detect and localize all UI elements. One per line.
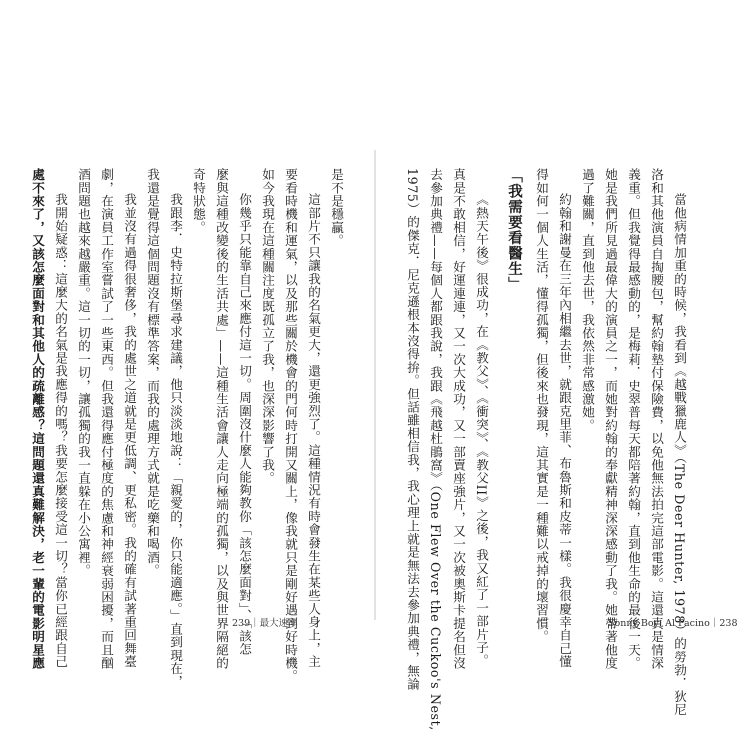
text-column: 我跟李．史特拉斯堡尋求建議，他只淡淡地說：「親愛的，你只能適應。」直到現在， (168, 193, 183, 689)
text-column: 奇特狀態。 (191, 168, 206, 234)
text-column: 如今我現在這種關注度既孤立了我，也深深影響了我。 (260, 168, 275, 485)
page-number-left: 239｜最大速率 (232, 618, 298, 629)
text-column: 麼與這種改變後的生活共處」——這種生活會讓人走向極端的孤獨，以及與世界隔絕的 (214, 168, 229, 670)
text-column: 是不是穩贏。 (329, 168, 344, 248)
text-column: 約翰和謝曼在三年內相繼去世，就跟克里菲、布魯斯和皮蒂一樣。我很慶幸自己懂 (557, 193, 572, 669)
text-column: 過了難關，直到他去世，我依然非常感激她。 (580, 168, 595, 432)
text-column: 真是不敢相信，好運連連，又一次大成功，又一部賣座強片，又一次被奧斯卡提名但沒 (451, 168, 466, 670)
text-column: 我並沒有過得很奢侈，我的處世之道就是更低調、更私密。我的確有試著重回舞臺 (122, 193, 137, 669)
text-column: 她是我們所見過最偉大的演員之一，而她對約翰的奉獻精神深深感動了我。她帶著他度 (603, 168, 618, 670)
text-column: 酒問題也越來越嚴重。這一切的一切，讓孤獨的我一直躲在小公寓裡。 (76, 168, 91, 578)
text-column: 我還是覺得這個問題沒有標準答案，而我的處理方式就是吃藥和喝酒。 (145, 168, 160, 578)
page-number-right: Sonny Boy: Al Pacino｜238 (608, 618, 738, 629)
text-column: 義重。但我覺得最感動的，是梅莉．史翠普每天都陪著約翰，直到他生命的最後一天。 (626, 168, 641, 670)
page-gutter (374, 150, 376, 620)
text-column: 《熱天午後》很成功，在《教父》、《衝突》、《教父II》之後，我又紅了一部片子。 (474, 193, 489, 668)
text-column: 洛和其他演員自掏腰包，幫約翰墊付保險費，以免他無法拍完這部電影。這還真是情深 (649, 168, 664, 670)
text-column: 去參加典禮——每個人都跟我說，我跟《飛越杜鵑窩》（One Flew Over the Cuckoo's Nest, (428, 168, 443, 731)
text-column: 得如何一個人生活，懂得孤獨，但後來也發現，這其實是一種難以戒掉的壞習慣。 (534, 168, 549, 644)
text-column: 你幾乎只能靠自己來應付這一切。周圍沒什麼人能夠教你「該怎麼面對」、「該怎 (237, 193, 252, 656)
text-column: 我開始疑惑：這麼大的名氣是我應得的嗎？我要怎麼接受這一切？當你已經跟自己 (53, 193, 68, 669)
section-heading: 「我需要看醫生」 (506, 168, 523, 292)
text-column: 要看時機和運氣，以及那些關於機會的門何時打開又關上，像我就只是剛好遇到好時機。 (283, 168, 298, 683)
text-column: 處不來了，又該怎麼面對和其他人的疏離感？這問題還真難解決，老一輩的電影明星應 (30, 168, 45, 670)
text-column: 當他病情加重的時候，我看到《越戰獵鹿人》（The Deer Hunter, 1978）的勞勃．狄尼 (672, 193, 687, 717)
text-column: 1975）的傑克．尼克遜根本沒得拚。但話雖相信我，我心理上就是無法去參加典禮，無論 (405, 168, 420, 691)
text-column: 劇，在演員工作室嘗試了一些東西。但我還得應付極度的焦慮和神經衰弱困擾，而且酗 (99, 168, 114, 670)
text-column: 這部片不只讓我的名氣更大，還更強烈了。這種情況有時會發生在某些人身上，主 (306, 193, 321, 669)
